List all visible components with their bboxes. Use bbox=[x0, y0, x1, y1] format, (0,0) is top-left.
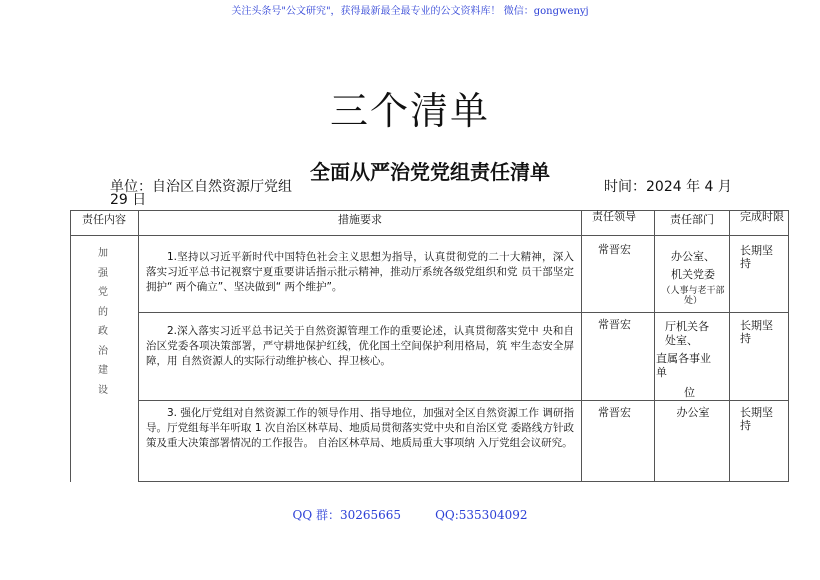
row-3-deadline: 长期坚持 bbox=[740, 406, 773, 432]
category-char: 建 bbox=[98, 365, 108, 376]
category-char: 政 bbox=[98, 326, 108, 337]
footer-contacts bbox=[0, 506, 820, 523]
row-1-dept-line: 机关党委 bbox=[671, 268, 715, 281]
top-banner: 关注头条号"公文研究"，获得最新最全最专业的公文资料库！ 微信：gongwenyj bbox=[231, 6, 589, 17]
category-char: 加 bbox=[98, 248, 108, 259]
row-2-measure: 2.深入落实习近平总书记关于自然资源管理工作的重要论述，认真贯彻落实党中 央和自治区党委各项决策部署，严守耕地保护红线，优化国土空间保护利用格局，筑 牢生态安全屏障，用 自然资源人的实际行动维护核心、捍卫核心。 bbox=[146, 325, 574, 367]
row-1-deadline: 长期坚持 bbox=[740, 244, 773, 270]
time-day: 29 日 bbox=[110, 192, 147, 208]
row-2-leader: 常晋宏 bbox=[598, 318, 631, 331]
header-measures: 措施要求 bbox=[338, 213, 382, 226]
row-3-leader: 常晋宏 bbox=[598, 406, 631, 419]
sub-title: 全面从严治党党组责任清单 bbox=[310, 160, 550, 184]
time-line bbox=[604, 180, 732, 194]
header-dept: 责任部门 bbox=[670, 213, 714, 226]
row-2-dept-line: 直属各事业单 bbox=[656, 352, 711, 379]
row-1-dept-line: 办公室、 bbox=[671, 250, 715, 263]
row-1-dept-note: （人事与老干部处） bbox=[661, 286, 725, 306]
time-label: 时间 bbox=[604, 179, 632, 195]
row-1-measure: 1.坚持以习近平新时代中国特色社会主义思想为指导，认真贯彻党的二十大精神，深入落实习近平总书记视察宁夏重要讲话指示批示精神，推动厅系统各级党组织和党 员干部坚定拥护“ 两个确立”、坚决做到“ 两个维护”。 bbox=[146, 251, 574, 293]
footer-qq: QQ:535304092 bbox=[435, 508, 528, 522]
unit-value: ：自治区自然资源厅党组 bbox=[138, 179, 292, 195]
row-2-dept bbox=[656, 320, 730, 400]
row-2-dept-line: 位 bbox=[684, 386, 695, 399]
row-2-dept-line: 厅机关各处室、 bbox=[665, 320, 709, 347]
footer-qq-group: QQ 群：30265665 bbox=[292, 508, 402, 522]
main-title: 三个清单 bbox=[329, 89, 490, 133]
row-1-leader: 常晋宏 bbox=[598, 243, 631, 256]
category-char: 党 bbox=[98, 287, 108, 298]
responsibility-table bbox=[70, 210, 789, 482]
row-2-deadline: 长期坚持 bbox=[740, 319, 773, 345]
category-char: 的 bbox=[98, 306, 108, 318]
category-char: 治 bbox=[98, 345, 108, 357]
time-value: ：2024 年 4 月 bbox=[632, 179, 732, 195]
category-vertical-text bbox=[96, 244, 110, 400]
row-3-dept: 办公室 bbox=[676, 406, 710, 419]
header-leader: 责任领导 bbox=[592, 210, 636, 223]
row-3-measure: 3. 强化厅党组对自然资源工作的领导作用、指导地位，加强对全区自然资源工作 调研指导。厅党组每半年听取 1 次自治区林草局、地质局贯彻落实党中央和自治区党 委路线方针政策及重大决策部署情况的工作报告。 自治区林草局、地质局重大事项纳 入厅党组会议研究。 bbox=[146, 407, 574, 449]
category-char: 设 bbox=[98, 384, 108, 396]
header-content: 责任内容 bbox=[82, 213, 126, 226]
unit-label: 单位 bbox=[110, 179, 138, 195]
category-char: 强 bbox=[98, 267, 108, 279]
header-deadline: 完成时限 bbox=[740, 210, 784, 223]
row-1-dept bbox=[656, 248, 730, 306]
